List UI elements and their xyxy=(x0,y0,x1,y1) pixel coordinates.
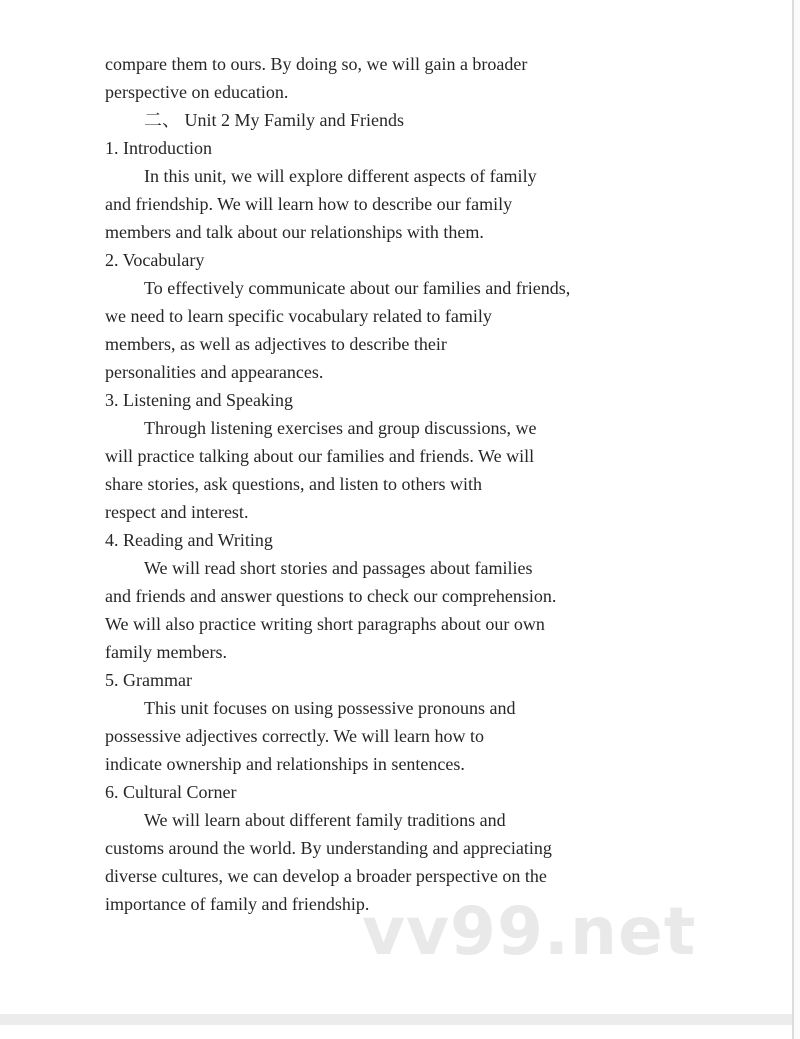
unit-heading-line: 二、 Unit 2 My Family and Friends xyxy=(144,110,404,130)
body-text-line: In this unit, we will explore different aspects of family xyxy=(144,166,537,186)
section-heading-line: 3. Listening and Speaking xyxy=(105,390,293,410)
body-text-line: To effectively communicate about our families and friends, xyxy=(144,278,571,298)
section-heading-line: 2. Vocabulary xyxy=(105,250,205,270)
body-text-line: respect and interest. xyxy=(105,502,249,522)
body-text-line: we need to learn specific vocabulary related to family xyxy=(105,306,492,326)
body-text-line: indicate ownership and relationships in sentences. xyxy=(105,754,465,774)
watermark: vv99.net xyxy=(362,893,697,970)
body-text-line: possessive adjectives correctly. We will learn how to xyxy=(105,726,484,746)
body-text-line: compare them to ours. By doing so, we will gain a broader xyxy=(105,54,528,74)
page-separator xyxy=(0,1014,793,1025)
section-heading-line: 6. Cultural Corner xyxy=(105,782,237,802)
body-text-line: We will also practice writing short paragraphs about our own xyxy=(105,614,545,634)
body-text-line: members, as well as adjectives to describe their xyxy=(105,334,447,354)
body-text-line: Through listening exercises and group discussions, we xyxy=(144,418,537,438)
body-text-line: We will learn about different family traditions and xyxy=(144,810,506,830)
body-text-line: and friends and answer questions to check our comprehension. xyxy=(105,586,557,606)
section-heading-line: 5. Grammar xyxy=(105,670,192,690)
section-heading-line: 1. Introduction xyxy=(105,138,212,158)
body-text-line: We will read short stories and passages about families xyxy=(144,558,533,578)
body-text-line: family members. xyxy=(105,642,227,662)
body-text-line: will practice talking about our families and friends. We will xyxy=(105,446,535,466)
body-text-line: importance of family and friendship. xyxy=(105,894,370,914)
section-heading-line: 4. Reading and Writing xyxy=(105,530,273,550)
right-gutter xyxy=(794,0,800,1039)
next-page-top xyxy=(0,1025,793,1039)
body-text-line: customs around the world. By understanding and appreciating xyxy=(105,838,552,858)
body-text-line: share stories, ask questions, and listen to others with xyxy=(105,474,482,494)
body-text-line: members and talk about our relationships with them. xyxy=(105,222,484,242)
body-text-line: This unit focuses on using possessive pronouns and xyxy=(144,698,516,718)
body-text-line: diverse cultures, we can develop a broader perspective on the xyxy=(105,866,547,886)
body-text-line: and friendship. We will learn how to describe our family xyxy=(105,194,513,214)
document-text xyxy=(105,50,725,918)
page-right-border xyxy=(792,0,794,1039)
body-text-line: personalities and appearances. xyxy=(105,362,324,382)
body-text-line: perspective on education. xyxy=(105,82,289,102)
